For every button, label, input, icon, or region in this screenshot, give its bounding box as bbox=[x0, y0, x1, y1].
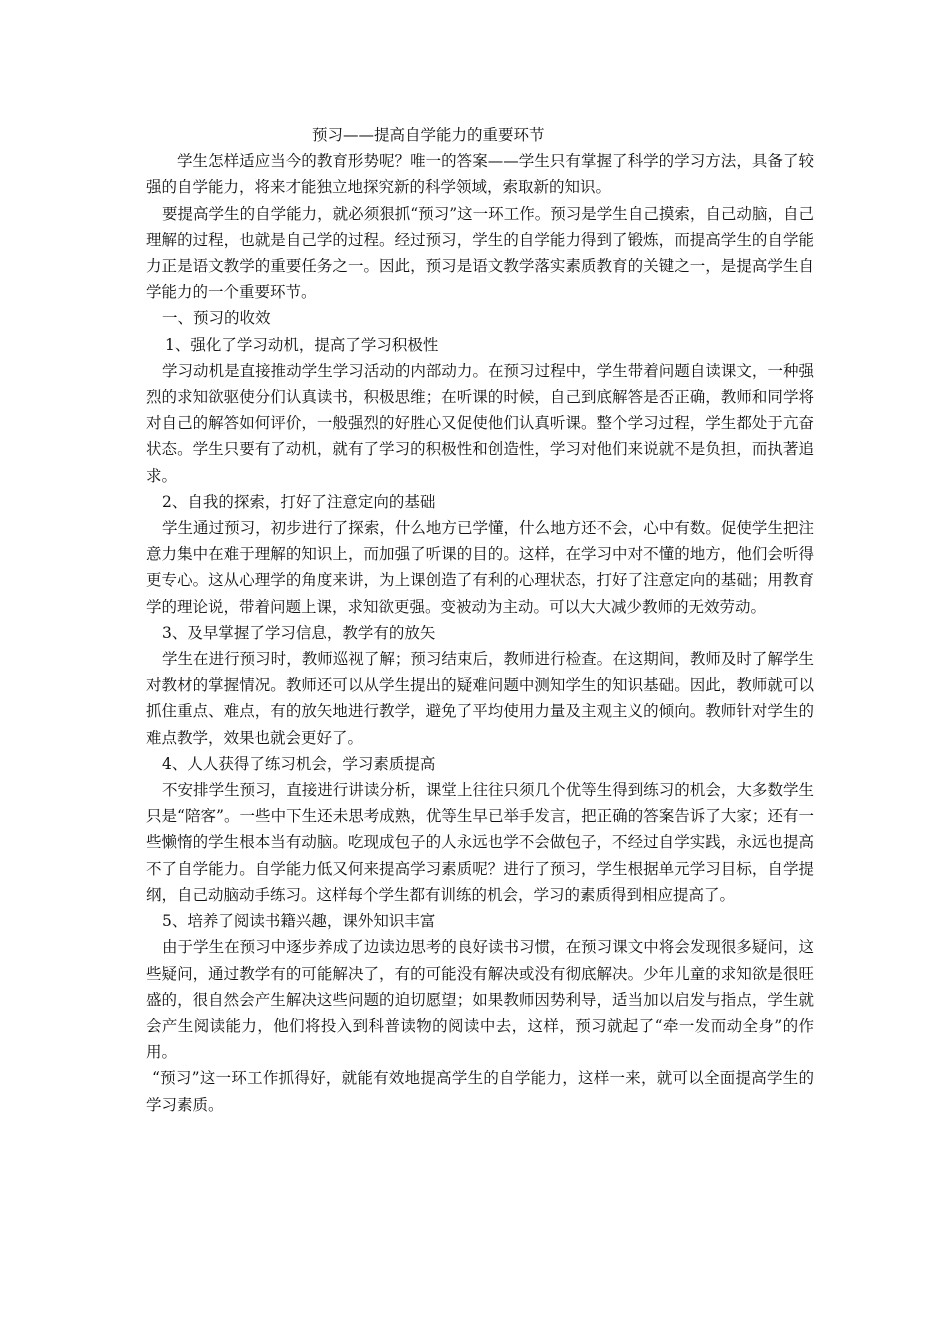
item-heading-2: 2、自我的探索，打好了注意定向的基础 bbox=[162, 492, 436, 511]
item-heading-3: 3、及早掌握了学习信息，教学有的放矢 bbox=[162, 623, 436, 642]
document-page bbox=[146, 122, 814, 1118]
item-heading-4: 4、人人获得了练习机会，学习素质提高 bbox=[162, 754, 436, 773]
intro-paragraph-2: 要提高学生的自学能力，就必须狠抓“预习”这一环工作。预习是学生自己摸索，自己动脑，自己理解的过程，也就是自己学的过程。经过预习，学生的自学能力得到了锻炼，而提高学生的自学能力正是语文教学的重要任务之一。因此，预习是语文教学落实素质教育的关键之一，是提高学生自学能力的一个重要环节。 bbox=[146, 204, 814, 302]
closing-paragraph: “预习”这一环工作抓得好，就能有效地提高学生的自学能力，这样一来，就可以全面提高学生的学习素质。 bbox=[146, 1069, 814, 1114]
item-heading-1: 1、强化了学习动机，提高了学习积极性 bbox=[165, 335, 439, 354]
intro-paragraph-1: 学生怎样适应当今的教育形势呢？唯一的答案——学生只有掌握了科学的学习方法，具备了较强的自学能力，将来才能独立地探究新的科学领域，索取新的知识。 bbox=[146, 152, 814, 197]
section-heading: 一、预习的收效 bbox=[162, 309, 271, 328]
item-body-3: 学生在进行预习时，教师巡视了解；预习结束后，教师进行检查。在这期间，教师及时了解学生对教材的掌握情况。教师还可以从学生提出的疑难问题中测知学生的知识基础。因此，教师就可以抓住重点、难点，有的放矢地进行教学，避免了平均使用力量及主观主义的倾向。教师针对学生的难点教学，效果也就会更好了。 bbox=[146, 650, 814, 747]
item-body-4: 不安排学生预习，直接进行讲读分析，课堂上往往只须几个优等生得到练习的机会，大多数学生只是“陪客”。一些中下生还未思考成熟，优等生早已举手发言，把正确的答案告诉了大家；还有一些懒惰的学生根本当有动脑。吃现成包子的人永远也学不会做包子，不经过自学实践，永远也提高不了自学能力。自学能力低又何来提高学习素质呢？进行了预习，学生根据单元学习目标，自学提纲，自己动脑动手练习。这样每个学生都有训练的机会，学习的素质得到相应提高了。 bbox=[146, 781, 814, 904]
item-body-1: 学习动机是直接推动学生学习活动的内部动力。在预习过程中，学生带着问题自读课文，一种强烈的求知欲驱使分们认真读书，积极思维；在听课的时候，自己到底解答是否正确，教师和同学将对自己的解答如何评价，一般强烈的好胜心又促使他们认真听课。整个学习过程，学生都处于亢奋状态。学生只要有了动机，就有了学习的积极性和创造性，学习对他们来说就不是负担，而执著追求。 bbox=[146, 361, 814, 485]
item-body-2: 学生通过预习，初步进行了探索，什么地方已学懂，什么地方还不会，心中有数。促使学生把注意力集中在难于理解的知识上，而加强了听课的目的。这样，在学习中对不懂的地方，他们会听得更专心。这从心理学的角度来讲，为上课创造了有利的心理状态，打好了注意定向的基础；用教育学的理论说，带着问题上课，求知欲更强。变被动为主动。可以大大减少教师的无效劳动。 bbox=[146, 519, 814, 616]
document-title: 预习——提高自学能力的重要环节 bbox=[312, 126, 545, 144]
item-body-5: 由于学生在预习中逐步养成了边读边思考的良好读书习惯，在预习课文中将会发现很多疑问，这些疑问，通过教学有的可能解决了，有的可能没有解决或没有彻底解决。少年儿童的求知欲是很旺盛的，很自然会产生解决这些问题的迫切愿望；如果教师因势利导，适当加以启发与指点，学生就会产生阅读能力，他们将投入到科普读物的阅读中去，这样，预习就起了“牵一发而动全身”的作用。 bbox=[146, 938, 814, 1062]
item-heading-5: 5、培养了阅读书籍兴趣，课外知识丰富 bbox=[162, 912, 436, 931]
